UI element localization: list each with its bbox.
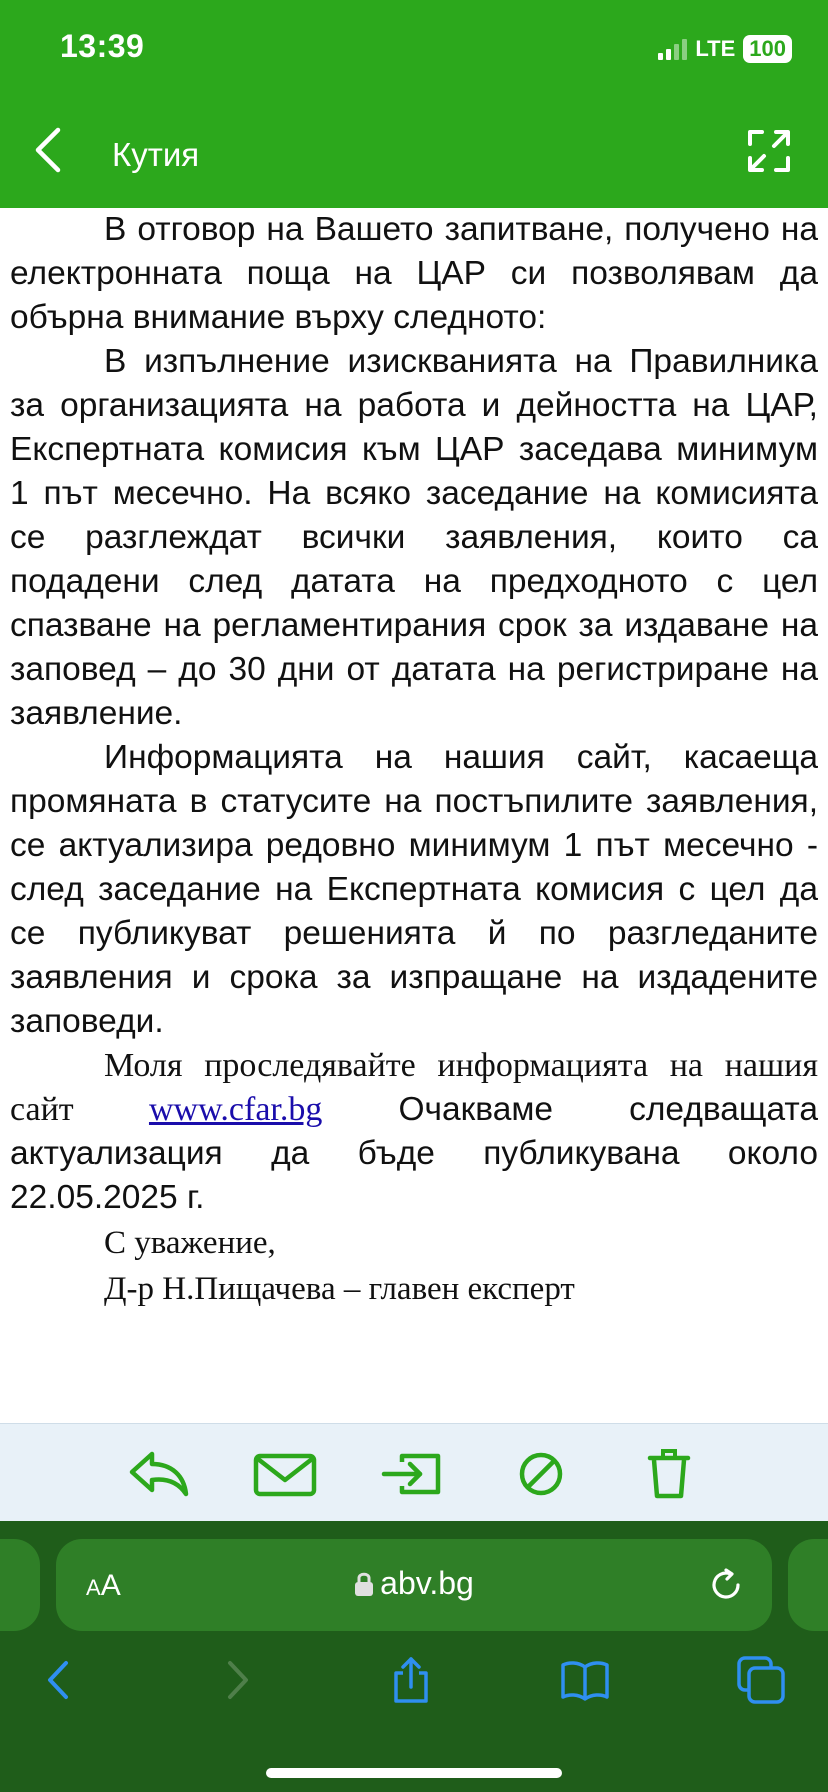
email-signature: Д-р Н.Пищачева – главен експерт [104,1271,575,1307]
email-paragraph-2: В изпълнение изискванията на Правилника за организацията на работа и дейността на ЦАР, Експертната комисия към ЦАР заседава минимум 1 път месечно. На всяко заседание на комисията се разглеждат всички заявления, които са подадени след датата на предходното с цел спазване на регламентирания срок за издаване на заповед – до 30 дни от датата на регистриране на заявление. [10,343,818,732]
bookmarks-icon[interactable] [560,1655,610,1705]
page-title: Кутия [112,136,200,173]
forward-icon [212,1655,262,1705]
email-paragraph-4-start: Моля проследявайте информацията на нашия сайт [10,1047,818,1128]
status-time: 13:39 [60,28,145,64]
next-tab-preview[interactable] [788,1539,828,1631]
url-display[interactable] [56,1565,772,1602]
envelope-icon[interactable] [252,1448,318,1500]
browser-bottom-bar [0,1521,828,1792]
url-text: abv.bg [380,1565,474,1601]
email-body [10,208,818,1312]
email-paragraph-4-end: Очакваме следващата актуализация да бъде публикувана около 22.05.2025 г. [10,1091,818,1216]
app-header [0,0,828,208]
move-to-folder-icon[interactable] [380,1448,446,1500]
expand-icon[interactable] [746,128,792,174]
text-size-button[interactable]: AA [86,1569,121,1602]
email-paragraph-4 [10,1044,818,1220]
email-closing: С уважение, [104,1225,276,1261]
signal-icon [658,38,687,60]
block-icon[interactable] [508,1448,574,1500]
trash-icon[interactable] [636,1448,702,1500]
email-paragraph-1: В отговор на Вашето запитване, получено на електронната поща на ЦАР си позволявам да обърна внимание върху следното: [10,211,818,336]
cfar-link[interactable]: www.cfar.bg [148,1091,323,1128]
chevron-left-icon[interactable] [30,124,66,176]
share-icon[interactable] [386,1655,436,1705]
network-type: LTE [695,36,736,61]
back-icon[interactable] [34,1655,84,1705]
lock-icon [354,1571,374,1597]
email-paragraph-3: Информацията на нашия сайт, касаеща промяната в статусите на постъпилите заявления, се актуализира редовно минимум 1 път месечно - след заседание на Експертната комисия с цел да се публикуват решенията й по разгледаните заявления и срока за изпращане на издадените заповеди. [10,739,818,1040]
mail-action-toolbar [0,1423,828,1522]
reload-icon[interactable] [708,1567,744,1603]
home-indicator [266,1768,562,1778]
battery-level: 100 [743,35,792,63]
address-bar[interactable] [56,1539,772,1631]
tabs-icon[interactable] [736,1655,786,1705]
status-indicators [658,34,792,64]
reply-icon[interactable] [126,1448,192,1500]
previous-tab-preview[interactable] [0,1539,40,1631]
